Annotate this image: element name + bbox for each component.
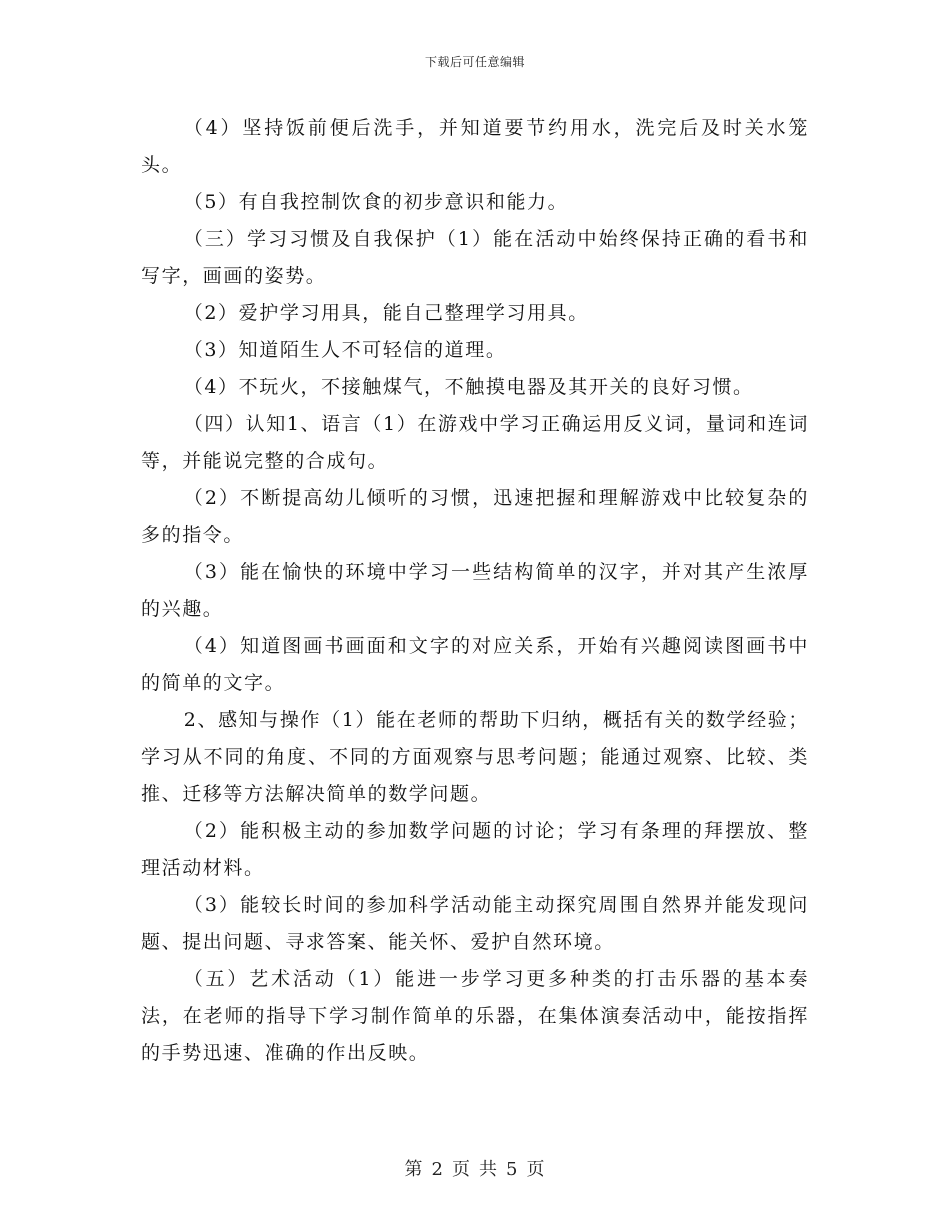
current-page-number: 2 xyxy=(431,1159,444,1180)
paragraph: （5）有自我控制饮食的初步意识和能力。 xyxy=(183,191,569,213)
paragraph: （4）不玩火，不接触煤气，不触摸电器及其开关的良好习惯。 xyxy=(183,376,754,398)
paragraph: 2、感知与操作（1）能在老师的帮助下归纳，概括有关的数学经验；学习从不同的角度、不同的方面观察与思考问题；能通过观察、比较、类推、迁移等方法解决简单的数学问题。 xyxy=(141,709,809,805)
paragraph: （4）坚持饭前便后洗手，并知道要节约用水，洗完后及时关水笼头。 xyxy=(141,117,809,176)
paragraph: （2）能积极主动的参加数学问题的讨论；学习有条理的拜摆放、整理活动材料。 xyxy=(141,820,809,879)
page-header: 下载后可任意编辑 xyxy=(424,55,525,69)
footer-page-word: 页 xyxy=(452,1159,471,1180)
document-body xyxy=(141,110,809,1072)
paragraph: （2）爱护学习用具，能自己整理学习用具。 xyxy=(183,302,589,324)
total-pages-number: 5 xyxy=(506,1159,519,1180)
paragraph: （3）能在愉快的环境中学习一些结构简单的汉字，并对其产生浓厚的兴趣。 xyxy=(141,561,809,620)
footer-prefix: 第 xyxy=(404,1159,424,1180)
paragraph: （2）不断提高幼儿倾听的习惯，迅速把握和理解游戏中比较复杂的多的指令。 xyxy=(141,487,809,546)
page-footer xyxy=(0,1155,950,1181)
paragraph: （4）知道图画书画面和文字的对应关系，开始有兴趣阅读图画书中的简单的文字。 xyxy=(141,635,809,694)
paragraph: （3）知道陌生人不可轻信的道理。 xyxy=(183,339,507,361)
paragraph: （五）艺术活动（1）能进一步学习更多种类的打击乐器的基本奏法，在老师的指导下学习制作简单的乐器，在集体演奏活动中，能按指挥的手势迅速、准确的作出反映。 xyxy=(141,968,809,1064)
footer-total-word: 共 xyxy=(479,1159,498,1180)
paragraph: （3）能较长时间的参加科学活动能主动探究周围自然界并能发现问题、提出问题、寻求答案、能关怀、爱护自然环境。 xyxy=(141,894,809,953)
paragraph: （三）学习习惯及自我保护（1）能在活动中始终保持正确的看书和写字，画画的姿势。 xyxy=(141,228,809,287)
footer-suffix: 页 xyxy=(526,1159,546,1180)
paragraph: （四）认知1、语言（1）在游戏中学习正确运用反义词，量词和连词等，并能说完整的合成句。 xyxy=(141,413,809,472)
